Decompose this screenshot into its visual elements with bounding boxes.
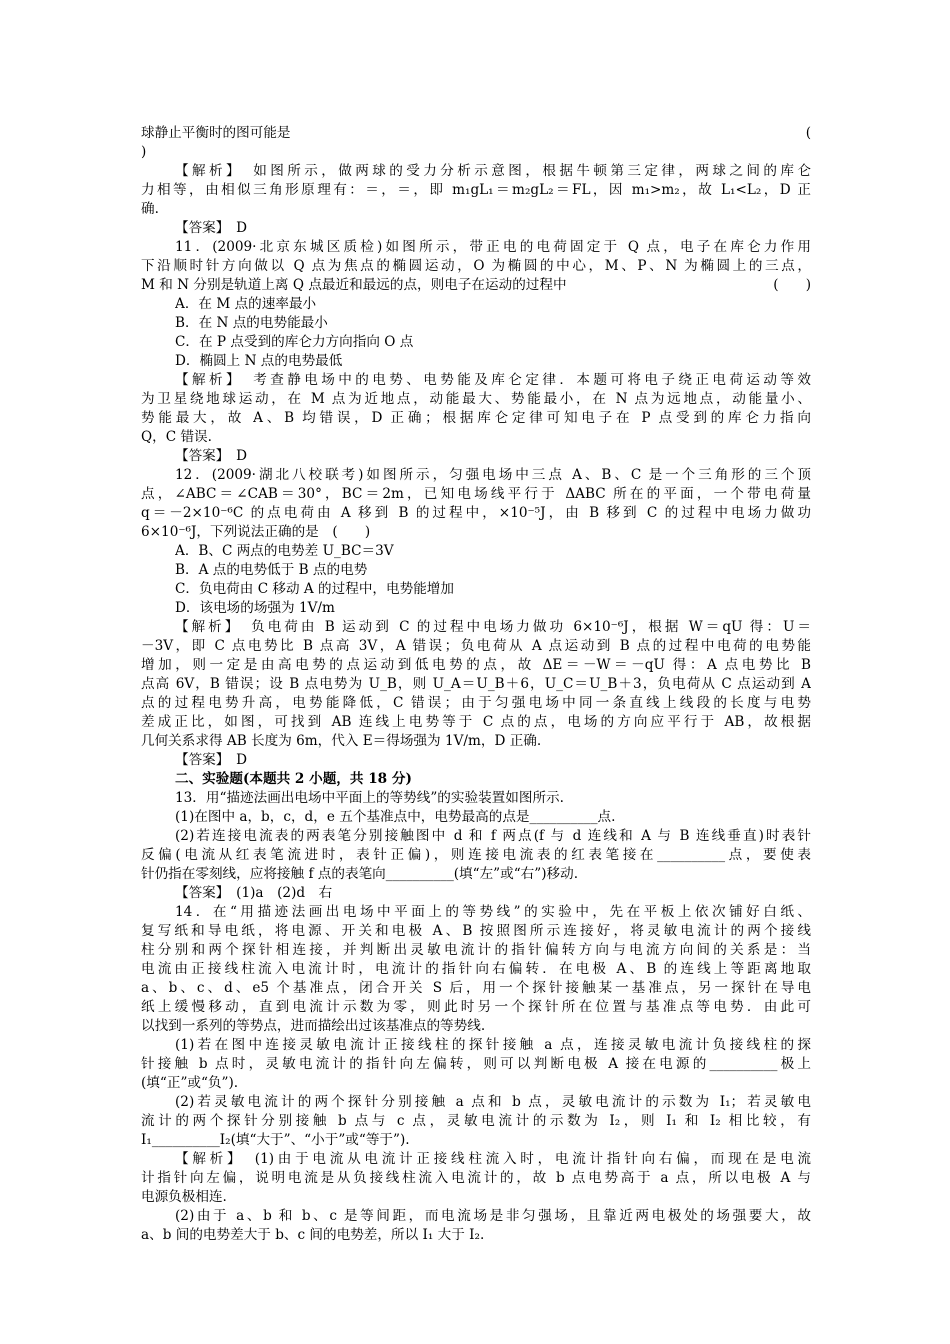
- text-line: a、b 间的电势差大于 b、c 间的电势差，所以 I₁ 大于 I₂.: [141, 1227, 485, 1243]
- text-line: 为卫星绕地球运动，在 M 点为近地点，动能最大、势能最小，在 N 点为远地点，动能量小、: [141, 391, 811, 407]
- text-line: 【解析】 考查静电场中的电势、电势能及库仑定律．本题可将电子绕正电荷运动等效: [175, 372, 811, 388]
- text-line: 势能最大，故 A、B 均错误，D 正确；根据库仑定律可知电子在 P 点受到的库仑力指向: [141, 410, 811, 426]
- text-line: 针仍指在零刻线，应将接触 f 点的表笔向__________(填“左”或“右”)移动.: [141, 866, 579, 882]
- text-line: (填“正”或“负”).: [141, 1075, 239, 1091]
- text-line: 点高 6V，B 错误；设 B 点电势为 U_B，则 U_A＝U_B＋6，U_C＝U_B＋3，负电荷从 C 点运动到 A: [141, 676, 811, 692]
- text-line: B．A 点的电势低于 B 点的电势: [175, 562, 368, 578]
- text-line: 12．(2009·湖北八校联考)如图所示，匀强电场中三点 A、B、C 是一个三角形的三个顶: [175, 467, 811, 483]
- text-line: (1)在图中 a，b，c，d，e 五个基准点中，电势最高的点是__________点.: [175, 809, 616, 825]
- text-line: 针接触 b 点时，灵敏电流计的指针向左偏转，则可以判断电极 A 接在电源的__________极上: [141, 1056, 811, 1072]
- text-line: C．在 P 点受到的库仑力方向指向 O 点: [175, 334, 414, 350]
- text-line: 力相等，由相似三角形原理有：＝，＝，即 m₁gL₁＝m₂gL₂＝FL，因 m₁>m₂，故 L₁<L₂，D 正: [141, 182, 811, 198]
- text-line: 计指针向左偏，说明电流是从负接线柱流入电流计的，故 b 点电势高于 a 点，所以电极 A 与: [141, 1170, 811, 1186]
- text-line: 增加，则一定是由高电势的点运动到低电势的点，故 ΔE＝－W＝－qU 得：A 点电势比 B: [141, 657, 811, 673]
- answer-bracket: (: [805, 125, 811, 141]
- text-line: Q，C 错误.: [141, 429, 212, 445]
- text-line: 电流由正接线柱流入电流计时，电流计的指针向右偏转．在电极 A、B 的连线上等距离地取: [141, 961, 811, 977]
- text-line: 11．(2009·北京东城区质检)如图所示，带正电的电荷固定于 Q 点，电子在库仑力作用: [175, 239, 811, 255]
- text-line: 点的过程电势升高，电势能降低，C 错误；由于匀强电场中同一条直线上线段的长度与电势: [141, 695, 811, 711]
- text-line: 13．用“描迹法画出电场中平面上的等势线”的实验装置如图所示.: [175, 790, 564, 806]
- text-line: 反偏(电流从红表笔流进时，表针正偏)，则连接电流表的红表笔接在__________点，要使表: [141, 847, 811, 863]
- text-line: －3V，即 C 点电势比 B 点高 3V，A 错误；负电荷从 A 点运动到 B 点的过程中电荷的电势能: [141, 638, 811, 654]
- text-line: 【答案】 D: [175, 752, 248, 768]
- text-line: I₁__________I₂(填“大于”、“小于”或“等于”).: [141, 1132, 410, 1148]
- text-line: 确.: [141, 201, 159, 217]
- text-line: 电源负极相连.: [141, 1189, 227, 1205]
- text-line: D．椭圆上 N 点的电势最低: [175, 353, 343, 369]
- text-line: B．在 N 点的电势能最小: [175, 315, 328, 331]
- text-line: 下沿顺时针方向做以 Q 点为焦点的椭圆运动，O 为椭圆的中心，M、P、N 为椭圆上的三点，: [141, 258, 811, 274]
- text-line: 柱分别和两个探针相连接，并判断出灵敏电流计的指针偏转方向与电流方向间的关系是：当: [141, 942, 811, 958]
- text-line: 流计的两个探针分别接触 b 点与 c 点，灵敏电流计的示数为 I₂，则 I₁ 和 I₂ 相比较，有: [141, 1113, 811, 1129]
- line-text: 球静止平衡时的图可能是: [141, 125, 291, 141]
- text-line: 点，∠ABC＝∠CAB＝30°，BC＝2m，已知电场线平行于 ΔABC 所在的平面，一个带电荷量: [141, 486, 811, 502]
- text-line: 6×10⁻⁶J，下列说法正确的是 ( ): [141, 524, 371, 540]
- text-line: 【解析】 (1)由于电流从电流计正接线柱流入时，电流计指针向右偏，而现在是电流: [175, 1151, 811, 1167]
- text-line: 以找到一系列的等势点，进而描绘出过该基准点的等势线.: [141, 1018, 486, 1034]
- text-line: A．在 M 点的速率最小: [175, 296, 317, 312]
- text-line: D．该电场的场强为 1V/m: [175, 600, 335, 616]
- text-line: 二、实验题(本题共 2 小题，共 18 分): [175, 771, 412, 787]
- text-line: 纸上缓慢移动，直到电流计示数为零，则此时另一个探针所在位置与基准点等电势．由此可: [141, 999, 811, 1015]
- text-line: C．负电荷由 C 移动 A 的过程中，电势能增加: [175, 581, 454, 597]
- text-line: (2)若连接电流表的两表笔分别接触图中 d 和 f 两点(f 与 d 连线和 A 与 B 连线垂直)时表针: [175, 828, 811, 844]
- text-line: 【解析】 如图所示，做两球的受力分析示意图，根据牛顿第三定律，两球之间的库仑: [175, 163, 811, 179]
- text-line: [141, 124, 811, 143]
- text-line: A．B、C 两点的电势差 U_BC＝3V: [175, 543, 394, 559]
- text-line: 【解析】 负电荷由 B 运动到 C 的过程中电场力做功 6×10⁻⁶J，根据 W＝qU 得：U＝: [175, 619, 811, 635]
- text-line: a、b、c、d、e5 个基准点，闭合开关 S 后，用一个探针接触某一基准点，另一探针在导电: [141, 980, 811, 996]
- text-line: 几何关系求得 AB 长度为 6m，代入 E＝得场强为 1V/m，D 正确.: [141, 733, 542, 749]
- text-line: 14．在“用描迹法画出电场中平面上的等势线”的实验中，先在平板上依次铺好白纸、: [175, 904, 811, 920]
- line-text: M 和 N 分别是轨道上离 Q 点最近和最远的点，则电子在运动的过程中: [141, 277, 567, 293]
- text-line: [141, 276, 811, 295]
- text-line: ): [141, 144, 147, 160]
- text-line: 复写纸和导电纸，将电源、开关和电极 A、B 按照图所示连接好，将灵敏电流计的两个接线: [141, 923, 811, 939]
- text-line: (2)由于 a、b 和 b、c 是等间距，而电流场是非匀强场，且靠近两电极处的场强要大，故: [175, 1208, 811, 1224]
- text-line: (1)若在图中连接灵敏电流计正接线柱的探针接触 a 点，连接灵敏电流计负接线柱的探: [175, 1037, 811, 1053]
- text-line: 【答案】 (1)a (2)d 右: [175, 885, 333, 901]
- text-line: q＝－2×10⁻⁶C 的点电荷由 A 移到 B 的过程中，×10⁻⁵J，由 B 移到 C 的过程中电场力做功: [141, 505, 811, 521]
- answer-bracket: ( ): [773, 277, 811, 293]
- text-line: 【答案】 D: [175, 448, 248, 464]
- text-line: 【答案】 D: [175, 220, 248, 236]
- text-line: 差成正比，如图，可找到 AB 连线上电势等于 C 点的点，电场的方向应平行于 AB，故根据: [141, 714, 811, 730]
- text-line: (2)若灵敏电流计的两个探针分别接触 a 点和 b 点，灵敏电流计的示数为 I₁；若灵敏电: [175, 1094, 811, 1110]
